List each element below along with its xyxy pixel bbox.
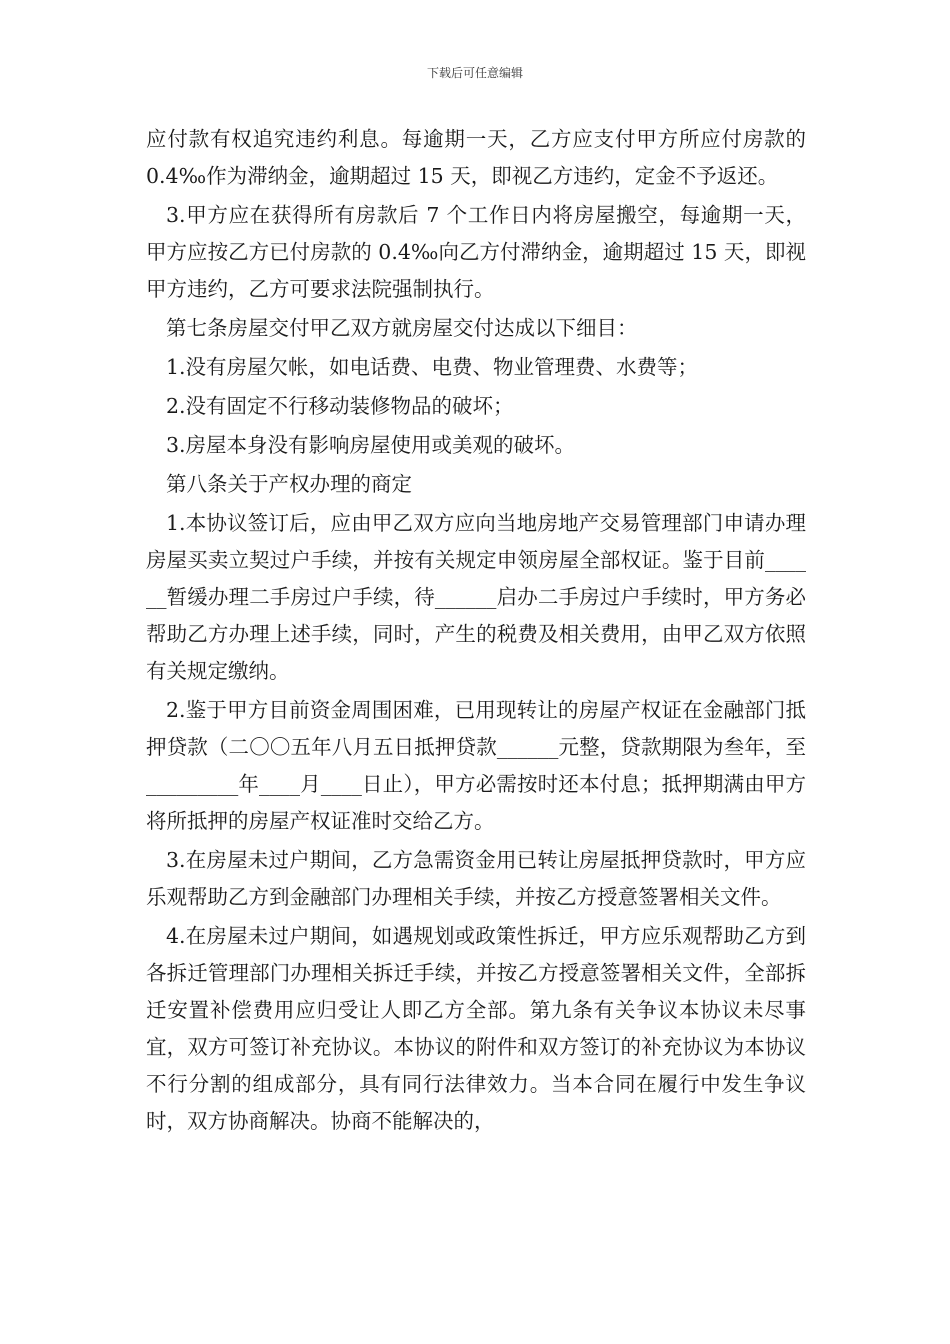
- paragraph-demolition: 4.在房屋未过户期间，如遇规划或政策性拆迁，甲方应乐观帮助乙方到各拆迁管理部门办理相关拆迁手续，并按乙方授意签署相关文件，全部拆迁安置补偿费用应归受让人即乙方全部。第九条有关争议本协议未尽事宜，双方可签订补充协议。本协议的附件和双方签订的补充协议为本协议不行分割的组成部分，具有同行法律效力。当本合同在履行中发生争议时，双方协商解决。协商不能解决的，: [146, 924, 806, 1133]
- paragraph-no-arrears: 1.没有房屋欠帐，如电话费、电费、物业管理费、水费等；: [166, 355, 699, 379]
- paragraph-no-house-damage: 3.房屋本身没有影响房屋使用或美观的破坏。: [166, 433, 576, 457]
- paragraph-late-payment: 应付款有权追究违约利息。每逾期一天，乙方应支付甲方所应付房款的 0.4‰作为滞纳金，逾期超过 15 天，即视乙方违约，定金不予返还。: [146, 127, 806, 188]
- paragraph-vacate-house: 3.甲方应在获得所有房款后 7 个工作日内将房屋搬空，每逾期一天，甲方应按乙方已付房款的 0.4‰向乙方付滞纳金，逾期超过 15 天，即视甲方违约，乙方可要求法院强制执行。: [146, 203, 806, 301]
- paragraph-no-fixture-damage: 2.没有固定不行移动装修物品的破坏；: [166, 394, 514, 418]
- paragraph-article-7-heading: 第七条房屋交付甲乙双方就房屋交付达成以下细目：: [166, 316, 638, 340]
- document-body: [146, 121, 806, 1140]
- paragraph-mortgage: 2.鉴于甲方目前资金周围困难，已用现转让的房屋产权证在金融部门抵押贷款（二〇〇五年八月五日抵押贷款______元整，贷款期限为叁年，至_________年____月____日止），甲方必需按时还本付息；抵押期满由甲方将所抵押的房屋产权证准时交给乙方。: [146, 698, 806, 833]
- paragraph-transfer-procedure: 1.本协议签订后，应由甲乙双方应向当地房地产交易管理部门申请办理房屋买卖立契过户手续，并按有关规定申领房屋全部权证。鉴于目前______暂缓办理二手房过户手续，待______启办二手房过户手续时，甲方务必帮助乙方办理上述手续，同时，产生的税费及相关费用，由甲乙双方依照有关规定缴纳。: [146, 511, 806, 683]
- page-header: 下载后可任意编辑: [426, 66, 523, 80]
- paragraph-article-8-heading: 第八条关于产权办理的商定: [166, 472, 412, 496]
- paragraph-mortgage-assistance: 3.在房屋未过户期间，乙方急需资金用已转让房屋抵押贷款时，甲方应乐观帮助乙方到金融部门办理相关手续，并按乙方授意签署相关文件。: [146, 848, 806, 909]
